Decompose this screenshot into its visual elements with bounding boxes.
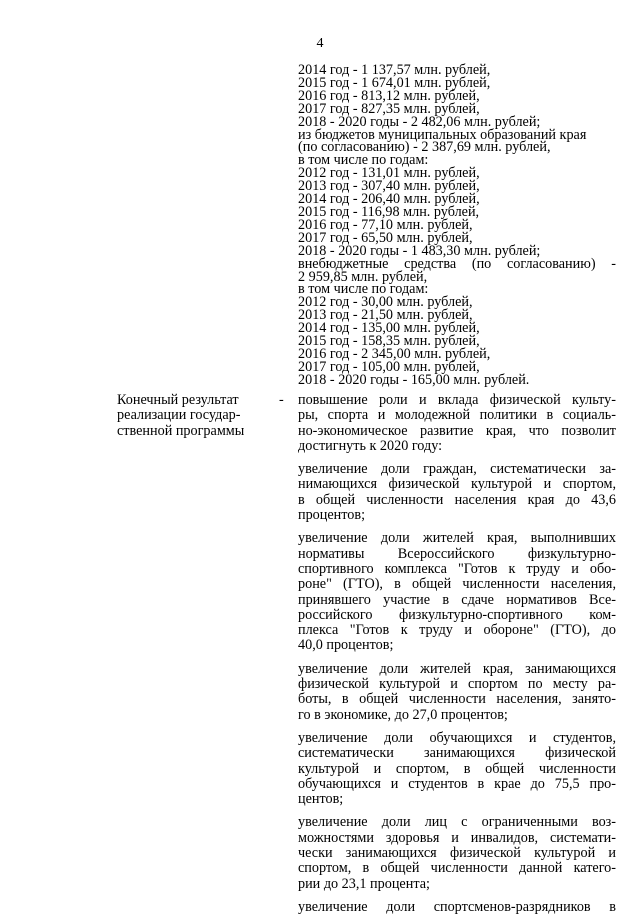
- funding-line: 2017 год - 827,35 млн. рублей,: [298, 100, 480, 117]
- paragraph-line: увеличение доли обучающихся и студентов,: [298, 729, 616, 746]
- result-paragraph: [298, 815, 616, 891]
- paragraph-line: в общей численности населения края до 43,6: [298, 491, 616, 508]
- funding-breakdown: [298, 64, 616, 387]
- funding-line: 2018 - 2020 годы - 2 482,06 млн. рублей;: [298, 113, 541, 130]
- funding-line: 2017 год - 65,50 млн. рублей,: [298, 229, 473, 246]
- paragraph-line: повышение роли и вклада физической культу-: [298, 392, 616, 408]
- result-paragraph: [298, 662, 616, 723]
- label-line: ственной программы: [117, 422, 245, 439]
- paragraph-line: спортивного комплекса "Готов к труду и обо-: [298, 560, 616, 577]
- paragraph-line: но-экономическое развитие края, что позволит: [298, 422, 616, 439]
- funding-line: в том числе по годам:: [298, 152, 429, 169]
- funding-line: 2016 год - 2 345,00 млн. рублей,: [298, 345, 491, 362]
- paragraph-line: культурой и спортом, в общей численности: [298, 760, 616, 777]
- funding-line: 2017 год - 105,00 млн. рублей,: [298, 358, 480, 375]
- funding-line: внебюджетные средства (по согласованию) -: [298, 255, 616, 272]
- paragraph-line: 40,0 процентов;: [298, 637, 394, 654]
- paragraph-line: чески занимающихся физической культурой и: [298, 845, 616, 862]
- paragraph-line: увеличение доли спортсменов-разрядников в: [298, 898, 616, 915]
- result-paragraph: [298, 393, 616, 454]
- label-line: Конечный результат: [117, 392, 239, 408]
- paragraph-line: плекса "Готов к труду и обороне" (ГТО), до: [298, 622, 616, 639]
- funding-line: 2018 - 2020 годы - 165,00 млн. рублей.: [298, 371, 530, 388]
- separator-dash: -: [279, 392, 284, 408]
- paragraph-line: рии до 23,1 процента;: [298, 875, 430, 892]
- paragraph-line: нимающихся физической культурой и спортом,: [298, 476, 616, 493]
- funding-line: 2018 - 2020 годы - 1 483,30 млн. рублей;: [298, 242, 541, 259]
- result-paragraph: [298, 731, 616, 807]
- paragraph-line: роне" (ГТО), в общей численности населения,: [298, 576, 616, 593]
- funding-line: 2015 год - 116,98 млн. рублей,: [298, 203, 480, 220]
- page-number: 4: [316, 36, 324, 51]
- paragraph-line: увеличение доли жителей края, выполнивших: [298, 530, 616, 547]
- paragraph-line: ры, спорта и молодежной политики в социаль-: [298, 407, 616, 424]
- label-line: реализации государ-: [117, 407, 241, 424]
- funding-line: (по согласованию) - 2 387,69 млн. рублей,: [298, 139, 551, 156]
- paragraph-line: систематически занимающихся физической: [298, 745, 616, 762]
- funding-line: 2014 год - 135,00 млн. рублей,: [298, 320, 480, 337]
- paragraph-line: увеличение доли лиц с ограниченными воз-: [298, 814, 616, 831]
- paragraph-line: принявшего участие в сдаче нормативов Все-: [298, 591, 616, 608]
- result-paragraph: [298, 462, 616, 523]
- funding-line: 2014 год - 1 137,57 млн. рублей,: [298, 62, 491, 78]
- paragraph-line: российского физкультурно-спортивного ком-: [298, 606, 616, 623]
- paragraph-line: спортом, в общей численности данной катего-: [298, 860, 616, 877]
- paragraph-line: можностями здоровья и инвалидов, системати-: [298, 829, 616, 846]
- funding-line: 2013 год - 307,40 млн. рублей,: [298, 178, 480, 195]
- final-result-label: [117, 393, 267, 439]
- paragraph-line: достигнуть к 2020 году:: [298, 437, 443, 454]
- funding-line: из бюджетов муниципальных образований края: [298, 126, 587, 143]
- funding-line: в том числе по годам:: [298, 281, 429, 298]
- funding-line: 2013 год - 21,50 млн. рублей,: [298, 307, 473, 324]
- paragraph-line: увеличение доли жителей края, занимающихся: [298, 660, 616, 677]
- funding-line: 2016 год - 813,12 млн. рублей,: [298, 87, 480, 104]
- paragraph-line: го в экономике, до 27,0 процентов;: [298, 706, 508, 723]
- paragraph-line: нормативы Всероссийского физкультурно-: [298, 545, 616, 562]
- funding-line: 2015 год - 1 674,01 млн. рублей,: [298, 74, 491, 91]
- funding-line: 2014 год - 206,40 млн. рублей,: [298, 191, 480, 208]
- funding-line: 2015 год - 158,35 млн. рублей,: [298, 333, 480, 350]
- funding-line: 2012 год - 30,00 млн. рублей,: [298, 294, 473, 311]
- final-result-content: [298, 393, 616, 923]
- result-paragraph: [298, 900, 616, 915]
- paragraph-line: обучающихся и студентов в крае до 75,5 про-: [298, 775, 616, 792]
- paragraph-line: центов;: [298, 791, 344, 808]
- paragraph-line: боты, в общей численности населения, занято-: [298, 691, 616, 708]
- funding-line: 2 959,85 млн. рублей,: [298, 268, 428, 285]
- funding-line: 2012 год - 131,01 млн. рублей,: [298, 165, 480, 182]
- paragraph-line: физической культурой и спортом по месту ра-: [298, 676, 616, 693]
- funding-line: 2016 год - 77,10 млн. рублей,: [298, 216, 473, 233]
- paragraph-line: процентов;: [298, 507, 366, 524]
- paragraph-line: увеличение доли граждан, систематически за-: [298, 461, 616, 478]
- result-paragraph: [298, 531, 616, 653]
